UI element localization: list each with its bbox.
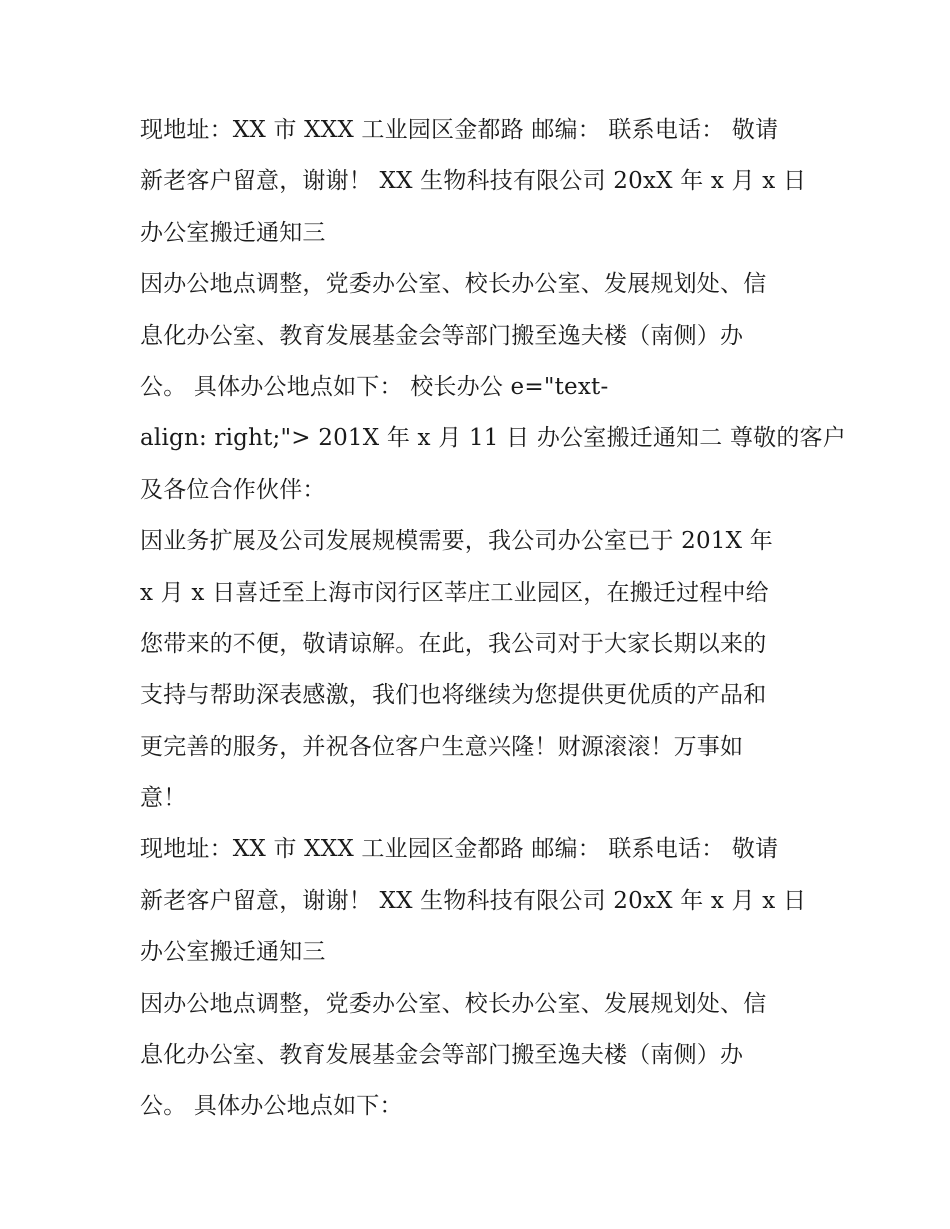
text-line: 办公室搬迁通知三	[140, 939, 326, 966]
text-line: 新老客户留意，谢谢！ XX 生物科技有限公司 20xX 年 x 月 x 日	[140, 887, 807, 914]
text-line: 支持与帮助深表感激，我们也将继续为您提供更优质的产品和	[140, 682, 767, 709]
text-line: 现地址：XX 市 XXX 工业园区金都路 邮编： 联系电话： 敬请	[140, 117, 779, 143]
text-line: 因办公地点调整，党委办公室、校长办公室、发展规划处、信	[140, 271, 767, 298]
text-line: 因业务扩展及公司发展规模需要，我公司办公室已于 201X 年	[140, 528, 773, 555]
text-line: 现地址：XX 市 XXX 工业园区金都路 邮编： 联系电话： 敬请	[140, 836, 779, 863]
text-line: x 月 x 日喜迁至上海市闵行区莘庄工业园区，在搬迁过程中给	[140, 579, 769, 606]
document-body	[140, 105, 846, 1133]
text-line: 因办公地点调整，党委办公室、校长办公室、发展规划处、信	[140, 990, 767, 1017]
text-line: 办公室搬迁通知三	[140, 219, 326, 246]
text-line: 公。 具体办公地点如下： 校长办公 e="text-	[140, 373, 609, 400]
text-line: 及各位合作伙伴：	[140, 476, 326, 503]
text-line: 更完善的服务，并祝各位客户生意兴隆！财源滚滚！万事如	[140, 733, 744, 760]
text-line: 息化办公室、教育发展基金会等部门搬至逸夫楼（南侧）办	[140, 322, 744, 349]
text-line: 息化办公室、教育发展基金会等部门搬至逸夫楼（南侧）办	[140, 1042, 744, 1069]
text-line: align: right;"> 201X 年 x 月 11 日 办公室搬迁通知二 尊敬的客户	[140, 425, 846, 452]
text-line: 您带来的不便，敬请谅解。在此，我公司对于大家长期以来的	[140, 630, 767, 657]
text-line: 公。 具体办公地点如下：	[140, 1093, 403, 1120]
text-line: 意！	[140, 785, 187, 812]
text-line: 新老客户留意，谢谢！ XX 生物科技有限公司 20xX 年 x 月 x 日	[140, 168, 807, 195]
